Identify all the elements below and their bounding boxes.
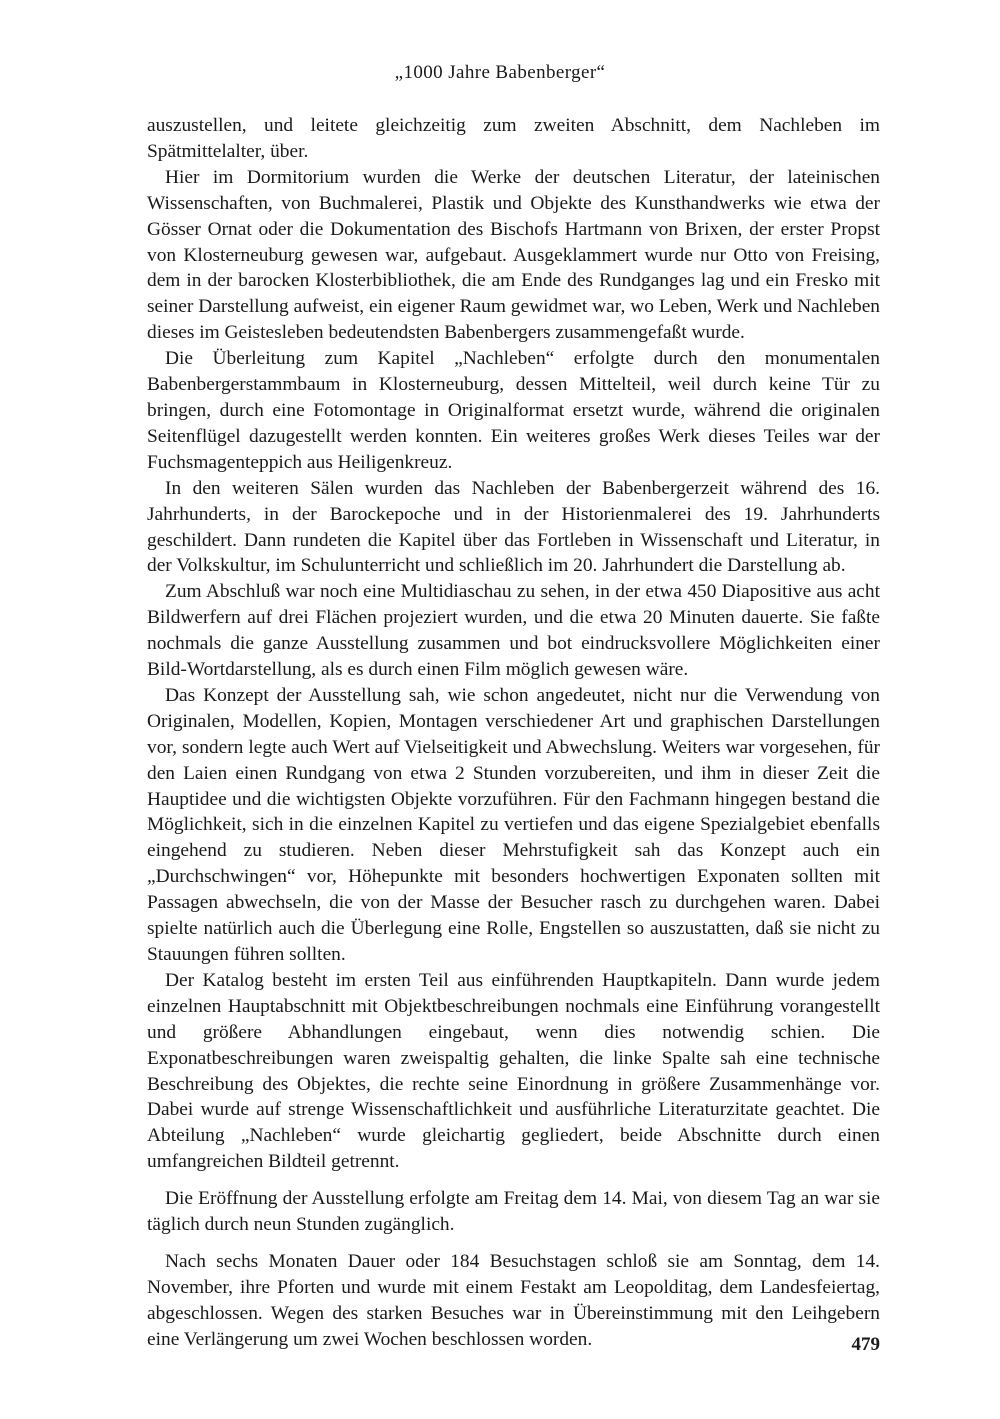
running-head: „1000 Jahre Babenberger“ <box>394 62 606 83</box>
paragraph-1: auszustellen, und leitete gleichzeitig zum zweiten Abschnitt, dem Nachleben im Spätmittelalter, über. <box>147 115 880 162</box>
paragraph-5: Zum Abschluß war noch eine Multidiaschau zu sehen, in der etwa 450 Diapositive aus acht Bildwerfern auf drei Flächen projeziert wurden, und die etwa 20 Minuten dauerte. Sie faßte nochmals die ganze Ausstellung zusammen und bot eindrucksvollere Möglichkeiten einer Bild-Wortdarstellung, als es durch einen Film möglich gewesen wäre. <box>147 581 880 681</box>
body-text <box>147 113 880 1353</box>
paragraph-9: Nach sechs Monaten Dauer oder 184 Besuchstagen schloß sie am Sonntag, dem 14. November, ihre Pforten und wurde mit einem Festakt am Leopolditag, dem Landesfeiertag, abgeschlossen. Wegen des starken Besuches war in Übereinstimmung mit den Leihgebern eine Verlängerung um zwei Wochen beschlossen worden. <box>147 1250 880 1350</box>
paragraph-7: Der Katalog besteht im ersten Teil aus einführenden Hauptkapiteln. Dann wurde jedem einzelnen Hauptabschnitt mit Objektbeschreibungen nochmals eine Einführung vorangestellt und größere Abhandlungen eingebaut, wenn dies notwendig schien. Die Exponatbeschreibungen waren zweispaltig gehalten, die linke Spalte sah eine technische Beschreibung des Objektes, die rechte seine Einordnung in größere Zusammenhänge vor. Dabei wurde auf strenge Wissenschaftlichkeit und ausführliche Literaturzitate geachtet. Die Abteilung „Nachleben“ wurde gleichartig gegliedert, beide Abschnitte durch einen umfangreichen Bildteil getrennt. <box>147 969 880 1173</box>
page-number: 479 <box>851 1334 880 1355</box>
paragraph-3: Die Überleitung zum Kapitel „Nachleben“ erfolgte durch den monumentalen Babenbergerstammbaum in Klosterneuburg, dessen Mittelteil, weil durch keine Tür zu bringen, durch eine Fotomontage in Originalformat ersetzt wurde, während die originalen Seitenflügel dazugestellt werden konnten. Ein weiteres großes Werk dieses Teiles war der Fuchsmagenteppich aus Heiligenkreuz. <box>147 348 880 473</box>
paragraph-4: In den weiteren Sälen wurden das Nachleben der Babenbergerzeit während des 16. Jahrhunderts, in der Barockepoche und in der Historienmalerei des 19. Jahrhunderts geschildert. Dann rundeten die Kapitel über das Fortleben in Wissenschaft und Literatur, in der Volkskultur, im Schulunterricht und schließlich im 20. Jahrhundert die Darstellung ab. <box>147 477 880 577</box>
paragraph-2: Hier im Dormitorium wurden die Werke der deutschen Literatur, der lateinischen Wissenschaften, von Buchmalerei, Plastik und Objekte des Kunsthandwerks wie etwa der Gösser Ornat oder die Dokumentation des Bischofs Hartmann von Brixen, der erster Propst von Klosterneuburg gewesen war, aufgebaut. Ausgeklammert wurde nur Otto von Freising, dem in der barocken Klosterbibliothek, die am Ende des Rundganges lag und ein Fresko mit seiner Darstellung aufweist, ein eigener Raum gewidmet war, wo Leben, Werk und Nachleben dieses im Geistesleben bedeutendsten Babenbergers zusammengefaßt wurde. <box>147 166 880 344</box>
paragraph-8: Die Eröffnung der Ausstellung erfolgte am Freitag dem 14. Mai, von diesem Tag an war sie täglich durch neun Stunden zugänglich. <box>147 1188 880 1236</box>
paragraph-6: Das Konzept der Ausstellung sah, wie schon angedeutet, nicht nur die Verwendung von Originalen, Modellen, Kopien, Montagen verschiedener Art und graphischen Darstellungen vor, sondern legte auch Wert auf Vielseitigkeit und Abwechslung. Weiters war vorgesehen, für den Laien einen Rundgang von etwa 2 Stunden vorzubereiten, und ihm in dieser Zeit die Hauptidee und die wichtigsten Objekte vorzuführen. Für den Fachmann hingegen bestand die Möglichkeit, sich in die einzelnen Kapitel zu vertiefen und das eigene Spezialgebiet ebenfalls eingehend zu studieren. Neben dieser Mehrstufigkeit sah das Konzept auch ein „Durchschwingen“ vor, Höhepunkte mit besonders hochwertigen Exponaten sollten mit Passagen abwechseln, die von der Masse der Besucher rasch zu durchgehen waren. Dabei spielte natürlich auch die Überlegung eine Rolle, Engstellen so auszustatten, daß sie nicht zu Stauungen führen sollten. <box>147 684 880 965</box>
